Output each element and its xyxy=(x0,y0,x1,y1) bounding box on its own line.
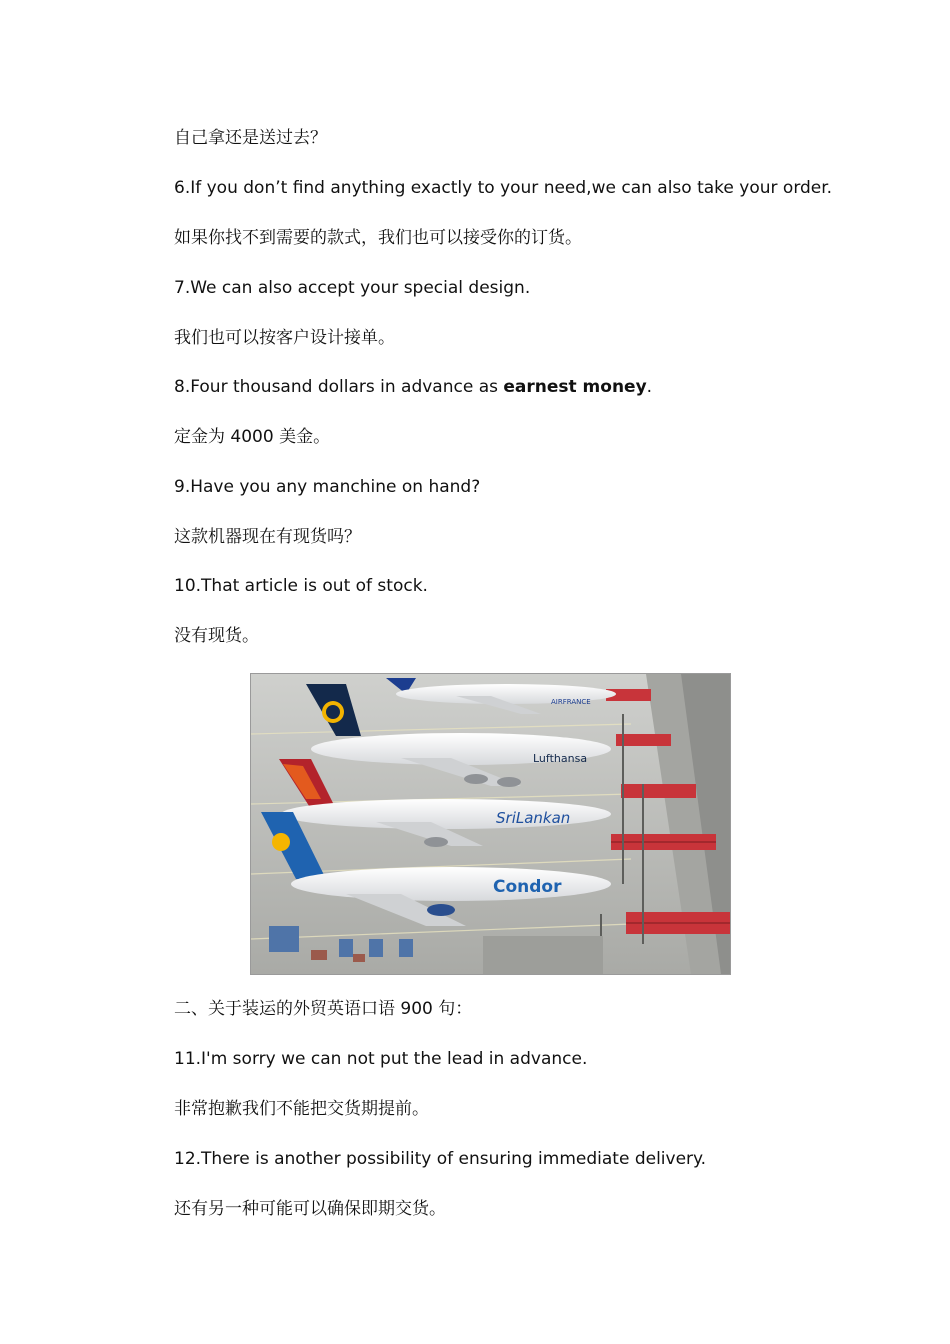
text-line: 定金为 4000 美金。 xyxy=(174,427,331,447)
srilankan-livery: SriLankan xyxy=(496,809,571,827)
airport-photo xyxy=(250,673,731,975)
text-line: 6.If you don’t find anything exactly to your need,we can also take your order. xyxy=(174,178,833,198)
text-line: 没有现货。 xyxy=(174,626,259,646)
text-line: 9.Have you any manchine on hand? xyxy=(174,477,481,497)
text-line: 我们也可以按客户设计接单。 xyxy=(174,328,395,348)
lufthansa-livery: Lufthansa xyxy=(533,752,588,765)
text-line: 如果你找不到需要的款式，我们也可以接受你的订货。 xyxy=(174,228,582,248)
condor-livery: Condor xyxy=(493,877,562,897)
text-fragment: . xyxy=(646,377,653,397)
bold-term: earnest money xyxy=(503,377,647,397)
text-line: 12.There is another possibility of ensuring immediate delivery. xyxy=(174,1149,707,1169)
text-line: 7.We can also accept your special design. xyxy=(174,278,531,298)
text-line: 这款机器现在有现货吗？ xyxy=(174,527,361,547)
text-line: 自己拿还是送过去？ xyxy=(174,128,327,148)
text-line: 还有另一种可能可以确保即期交货。 xyxy=(174,1199,446,1219)
text-line xyxy=(174,376,652,398)
text-line: 11.I'm sorry we can not put the lead in advance. xyxy=(174,1049,588,1069)
text-line: 非常抱歉我们不能把交货期提前。 xyxy=(174,1099,429,1119)
text-line: 10.That article is out of stock. xyxy=(174,576,428,596)
airfrance-livery: AIRFRANCE xyxy=(551,698,591,706)
text-fragment: 8.Four thousand dollars in advance as xyxy=(174,377,504,397)
section-heading: 二、关于装运的外贸英语口语 900 句： xyxy=(174,999,473,1019)
